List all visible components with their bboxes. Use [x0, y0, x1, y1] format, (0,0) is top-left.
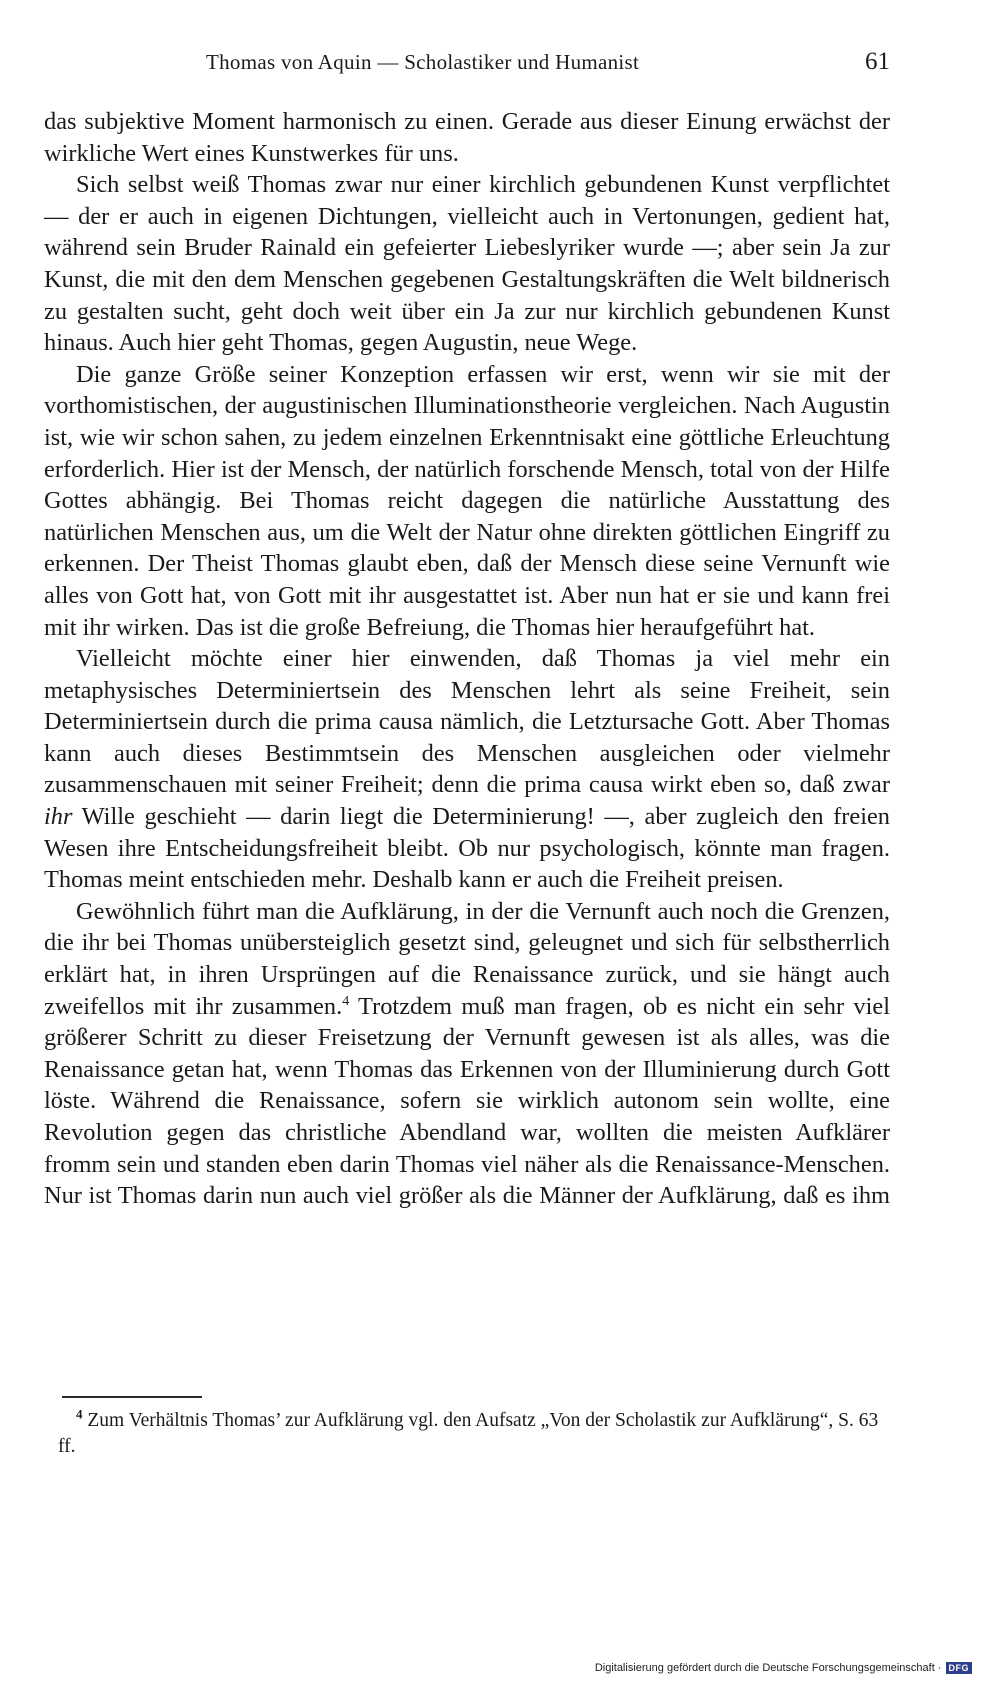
footnote-4	[58, 1408, 890, 1460]
paragraph-1: das subjektive Moment harmonisch zu einen. Gerade aus dieser Einung erwächst der wirkliche Wert eines Kunstwerkes für uns.	[44, 108, 890, 167]
emphasis-ihr: ihr	[44, 803, 73, 831]
page-number: 61	[865, 48, 890, 75]
paragraph-2: Sich selbst weiß Thomas zwar nur einer kirchlich gebundenen Kunst verpflichtet — der er auch in eigenen Dichtungen, vielleicht auch in Vertonungen, gedient hat, während sein Bruder Rainald ein gefeierter Liebeslyriker wurde —; aber sein Ja zur Kunst, die mit den dem Menschen gegebenen Gestaltungskräften die Welt bildnerisch zu gestalten sucht, geht doch weit über ein Ja zur nur kirchlich gebundenen Kunst hinaus. Auch hier geht Thomas, gegen Augustin, neue Wege.	[44, 171, 890, 357]
paragraph-4-part-1: Vielleicht möchte einer hier einwenden, daß Thomas ja viel mehr ein metaphysisches Determiniertsein des Menschen lehrt als seine Freiheit, sein Determiniertsein durch die prima causa nämlich, die Letztursache Gott. Aber Thomas kann auch dieses Bestimmtsein des Menschen ausgleichen oder vielmehr zusammenschauen mit seiner Freiheit; denn die prima causa wirkt eben so, daß zwar	[44, 645, 890, 799]
book-page	[44, 0, 890, 1686]
body-text	[44, 106, 890, 1212]
paragraph-5	[44, 896, 890, 1212]
paragraph-4-part-2: Wille geschieht — darin liegt die Determinierung! —, aber zugleich den freien Wesen ihre Entscheidungsfreiheit bleibt. Ob nur psychologisch, könnte man fragen. Thomas meint entschieden mehr. Deshalb kann er auch die Freiheit preisen.	[44, 803, 890, 894]
paragraph-5-part-2: Trotzdem muß man fragen, ob es nicht ein sehr viel größerer Schritt zu dieser Freisetzung der Vernunft gewesen ist als alles, was die Renaissance getan hat, wenn Thomas das Erkennen von der Illuminierung durch Gott löste. Während die Renaissance, sofern sie wirklich autonom sein wollte, eine Revolution gegen das christliche Abendland war, wollten die meisten Aufklärer fromm sein und standen eben darin Thomas viel näher als die Renaissance-Menschen. Nur ist Thomas darin nun auch viel größer als die Männer der Aufklärung, daß es ihm	[44, 992, 891, 1210]
running-title: Thomas von Aquin — Scholastiker und Humanist	[206, 50, 640, 74]
footnotes	[58, 1408, 890, 1460]
footnote-text: Zum Verhältnis Thomas’ zur Aufklärung vgl. den Aufsatz „Von der Scholastik zur Aufklärung“, S. 63 ff.	[58, 1410, 879, 1457]
paragraph-4	[44, 643, 890, 896]
footnote-mark: 4	[76, 1406, 83, 1422]
digitization-note-text: Digitalisierung gefördert durch die Deutsche Forschungsgemeinschaft ·	[594, 1662, 942, 1674]
paragraph-5-part-1: Gewöhnlich führt man die Aufklärung, in der die Vernunft auch noch die Grenzen, die ihr bei Thomas unübersteiglich gesetzt sind, geleugnet und sich für selbstherrlich erklärt hat, in ihren Ursprüngen auf die Renaissance zurück, und sie hängt auch zweifellos mit ihr zusammen.	[44, 897, 890, 1020]
dfg-logo-icon: DFG	[946, 1662, 973, 1674]
footnote-divider	[62, 1396, 202, 1398]
footnote-reference[interactable]: 4	[342, 993, 350, 1009]
paragraph-3: Die ganze Größe seiner Konzeption erfassen wir erst, wenn wir sie mit der vorthomistischen, der augustinischen Illuminationstheorie vergleichen. Nach Augustin ist, wie wir schon sahen, zu jedem einzelnen Erkenntnisakt eine göttliche Erleuchtung erforderlich. Hier ist der Mensch, der natürlich forschende Mensch, total von der Hilfe Gottes abhängig. Bei Thomas reicht dagegen die natürliche Ausstattung des natürlichen Menschen aus, um die Welt der Natur ohne direkten göttlichen Eingriff zu erkennen. Der Theist Thomas glaubt eben, daß der Mensch diese seine Vernunft wie alles von Gott hat, von Gott mit ihr ausgestattet ist. Aber nun hat er sie und kann frei mit ihr wirken. Das ist die große Befreiung, die Thomas hier heraufgeführt hat.	[44, 360, 890, 641]
digitization-note	[595, 1662, 972, 1674]
running-head	[44, 50, 890, 82]
